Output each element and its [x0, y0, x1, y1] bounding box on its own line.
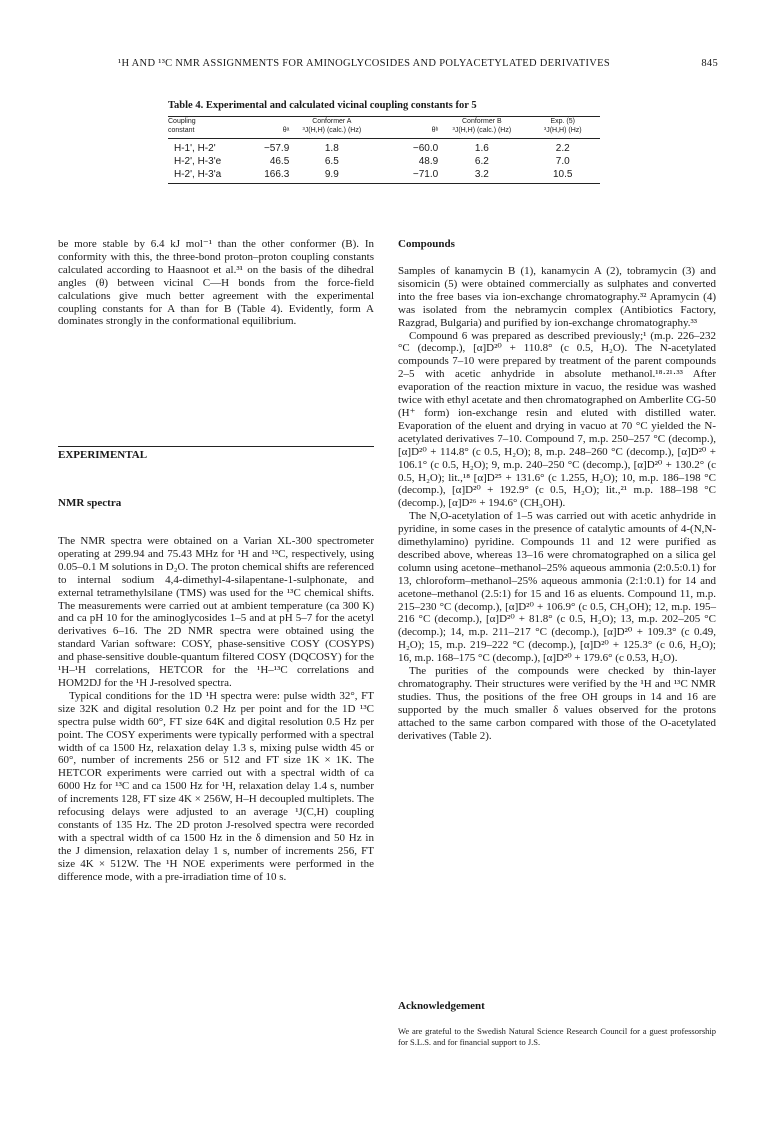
- table-cell: H-2', H-3'e: [174, 156, 222, 167]
- th-j-calc-b: ³J(H,H) (calc.) (Hz): [438, 126, 525, 139]
- table-subheader-row: [168, 126, 600, 139]
- table-cell: 6.2: [474, 156, 489, 167]
- page-number: 845: [701, 58, 718, 69]
- body-paragraph: The NMR spectra were obtained on a Varian XL-300 spectrometer operating at 299.94 and 75.43 MHz for ¹H and ¹³C, respectively, using 0.05–0.1 M solutions in D₂O. The proton chemical shifts are referenced to internal sodium 4,4-dimethyl-4-silapentane-1-sulphonate, and external tetramethylsilane (TMS) was used for the ¹³C chemical shifts. The measurements were carried out at ambient temperature (ca 300 K) and ca pH 10 for the aminoglycosides 1–5 and at pH 5–7 for the acetyl derivatives 6–16. The 2D NMR spectra were obtained using the standard Varian software: COSY, phase-sensitive COSY (COSYPS) and phase-sensitive double-quantum filtered COSY (DQCOSY) for the ¹H–¹H correlations, HETCOR for the ¹H–¹³C correlations and HOM2DJ for the ¹H J-resolved spectra.: [58, 535, 374, 689]
- table-cell: 7.0: [555, 156, 570, 167]
- table-cell: 48.9: [418, 156, 439, 167]
- table-caption: Table 4. Experimental and calculated vicinal coupling constants for 5: [168, 100, 600, 117]
- table-cell: 166.3: [242, 168, 289, 184]
- table-cell: 9.9: [289, 168, 374, 184]
- table-cell: 6.5: [324, 156, 339, 167]
- th-j-exp: ³J(H,H) (Hz): [525, 126, 600, 139]
- th-coupling: Coupling: [168, 118, 196, 125]
- table-cell: H-1', H-2': [174, 143, 216, 154]
- body-paragraph: Typical conditions for the 1D ¹H spectra were: pulse width 32°, FT size 32K and digital resolution 0.2 Hz per point and for the 1D ¹³C spectra pulse width 60°, FT size 64K and digital resolution 0.5 Hz per point. The COSY experiments were typically performed with a spectral width of ca 1500 Hz, relaxation delay 1.3 s, mixing pulse width 45 or 60°, number of increments 256 or 512 and FT size 1K × 1K. The HETCOR experiments were carried out with a spectral width of ca 6000 Hz for ¹³C and ca 1500 Hz for ¹H, relaxation delay 1.4 s, number of increments 128, FT size 4K × 256W, H–H decoupled multiplets. The refocusing delays were adjusted to an average ¹J(C,H) coupling constants of 135 Hz. The 2D proton J-resolved spectra were recorded with a spectral width of ca 1500 Hz in the δ dimension and 50 Hz in the J dimension, relaxation delay 1 s, number of increments 256, FT size 4K × 512W. The ¹H NOE experiments were performed in the difference mode, with a pre-irradiation time of 10 s.: [58, 689, 374, 883]
- body-paragraph: Samples of kanamycin B (1), kanamycin A (2), tobramycin (3) and sisomicin (5) were obtained commercially as sulphates and converted into the free bases via ion-exchange chromatography.³² Apramycin (4) was isolated from the nebramycin complex (Antibiotics Factory, Razgrad, Bulgaria) and purified by ion-exchange chromatography.³³: [398, 265, 716, 329]
- table-cell: 1.8: [324, 143, 339, 154]
- table-row: [168, 155, 600, 168]
- table-cell: −57.9: [263, 143, 290, 154]
- table-cell: 10.5: [525, 168, 600, 184]
- th-constant: constant: [168, 126, 242, 139]
- subsection-heading-nmr: NMR spectra: [58, 497, 122, 509]
- table-cell: 46.5: [269, 156, 290, 167]
- section-rule: [58, 446, 374, 447]
- th-conformer-b: Conformer B: [462, 118, 502, 125]
- table-row: [168, 168, 600, 184]
- table-cell: 2.2: [555, 143, 570, 154]
- body-paragraph: be more stable by 6.4 kJ mol⁻¹ than the other conformer (B). In conformity with this, the three-bond proton–proton coupling constants calculated according to Haasnoot et al.³¹ on the basis of the dihedral angles (θ) between vicinal C—H bonds from the force-field calculations give much better agreement with the experimental coupling constants for A than for B (Table 4). Evidently, form A dominates strongly in the conformational equilibrium.: [58, 238, 374, 328]
- table-cell: −60.0: [412, 143, 439, 154]
- coupling-table: [168, 117, 600, 184]
- th-empty-b: [374, 117, 438, 126]
- right-body: [398, 265, 716, 743]
- body-paragraph: The N,O-acetylation of 1–5 was carried out with acetic anhydride in pyridine, in some cases in the presence of catalytic amounts of 4-(N,N-dimethylamino) pyridine. Compounds 11 and 12 were purified as described above, whereas 13–16 were chromatographed on a silica gel column using acetone–methanol–25% aqueous ammonia (2:0.5:0.1) for 13, chloroform–methanol–25% aqueous ammonia (2:1:0.1) for 14 and acetone–methanol (2.5:1) for 15 and 16 as eluents. Compound 11, m.p. 215–230 °C (decomp.), [α]D²⁰ + 106.9° (c 0.5, CH₃OH); 12, m.p. 195–216 °C (decomp.), [α]D²⁰ + 81.8° (c 0.5, H₂O); 13, m.p. 202–205 °C (decomp.); 14, m.p. 211–217 °C (decomp.), [α]D²⁰ + 109.3° (c 0.49, H₂O); 15, m.p. 219–222 °C (decomp.), [α]D²⁰ + 125.3° (c 0.6, H₂O); 16, m.p. 168–175 °C (decomp.), [α]D²⁰ + 179.6° (c 0.53, H₂O).: [398, 510, 716, 665]
- section-heading-experimental: EXPERIMENTAL: [58, 449, 148, 461]
- th-theta-b: θᵇ: [374, 126, 438, 139]
- ack-text: We are grateful to the Swedish Natural Science Research Council for a guest professorship for S.L.S. and for financial support to J.S.: [398, 1026, 716, 1047]
- table-cell: 1.6: [474, 143, 489, 154]
- body-paragraph: Compound 6 was prepared as described previously;¹ (m.p. 226–232 °C (decomp.), [α]D²⁰ + 110.8° (c 0.5, H₂O). The N-acetylated compounds 7–10 were prepared by treatment of the parent compounds 2–5 with acetic anhydride in absolute methanol.¹⁸·²¹·³³ After evaporation of the reaction mixture in vacuo, the residue was washed twice with ethyl acetate and then chromatographed on Amberlite CG-50 (H⁺ form) ion-exchange resin and eluted with distilled water. Evaporation of the eluent and drying in vacuo at 70 °C yielded the N-acetylated derivatives 7–10. Compound 7, m.p. 250–257 °C (decomp.), [α]D²⁰ + 114.8° (c 0.5, H₂O); 8, m.p. 248–260 °C (decomp.), [α]D²⁰ + 106.1° (c 0.5, H₂O); 9, m.p. 240–250 °C (decomp.), [α]D²⁰ + 130.2° (c 0.5, H₂O); lit.,¹⁸ [α]D²⁵ + 131.6° (c 1.255, H₂O); 10, m.p. 186–198 °C (decomp.), [α]D²⁰ + 192.9° (c 0.5, H₂O); lit.,²¹ m.p. 188–198 °C (decomp.), [α]D²⁶ + 194.6° (CH₃OH).: [398, 329, 716, 510]
- left-body: [58, 535, 374, 883]
- running-title: ¹H AND ¹³C NMR ASSIGNMENTS FOR AMINOGLYCOSIDES AND POLYACETYLATED DERIVATIVES: [118, 58, 610, 69]
- th-theta-a: θᵃ: [242, 126, 289, 139]
- th-empty-a: [242, 117, 289, 126]
- ack-heading: Acknowledgement: [398, 1000, 485, 1012]
- table-row: [168, 139, 600, 156]
- table-header-row: [168, 117, 600, 126]
- section-heading-compounds: Compounds: [398, 238, 455, 250]
- left-para-conformer: [58, 238, 374, 328]
- th-exp: Exp. (5): [550, 118, 575, 125]
- table-cell: H-2', H-3'a: [168, 168, 242, 184]
- table-cell: −71.0: [374, 168, 438, 184]
- body-paragraph: The purities of the compounds were checked by thin-layer chromatography. Their structures were verified by the ¹H and ¹³C NMR studies. Thus, the positions of the free OH groups in 14 and 16 are supported by the much smaller δ values observed for the protons attached to the same carbon compared with those of the O-acetylated derivatives (Table 2).: [398, 665, 716, 742]
- table-4: [168, 100, 600, 184]
- table-cell: 3.2: [438, 168, 525, 184]
- th-conformer-a: Conformer A: [312, 118, 352, 125]
- th-j-calc-a: ³J(H,H) (calc.) (Hz): [289, 126, 374, 139]
